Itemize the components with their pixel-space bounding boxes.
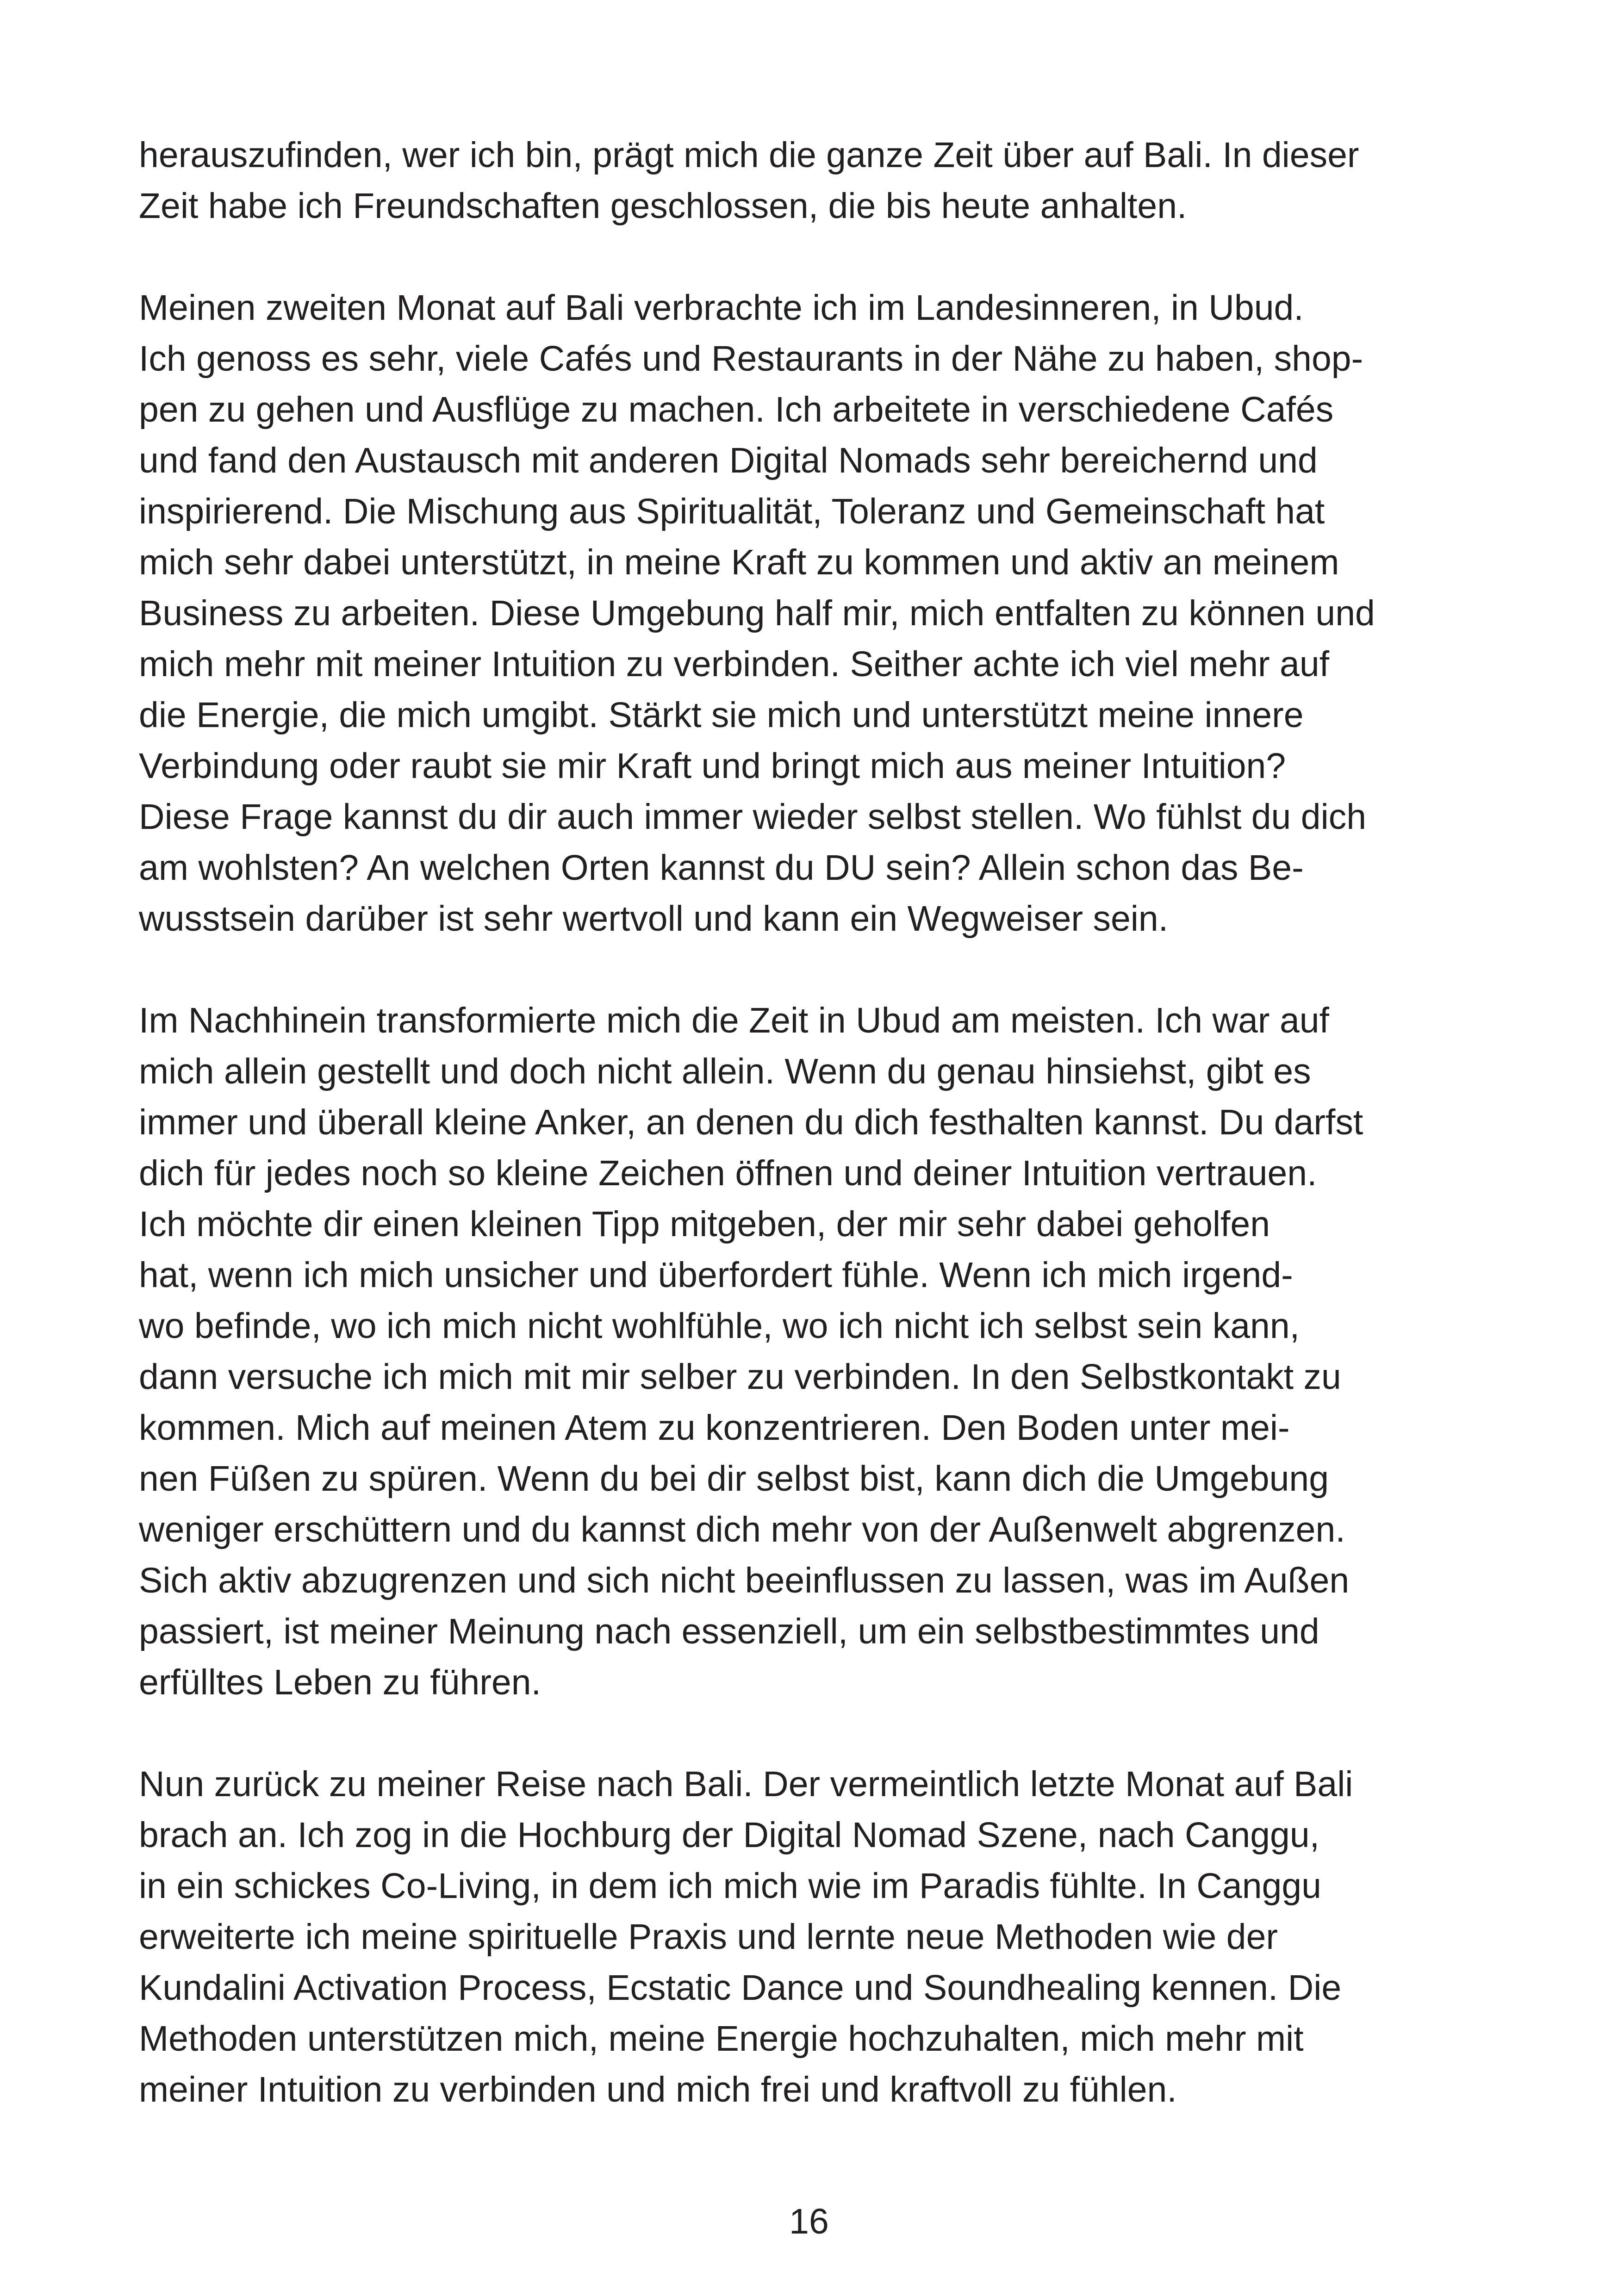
text-line: Im Nachhinein transformierte mich die Zeit in Ubud am meisten. Ich war auf xyxy=(139,1001,1329,1040)
paragraph-3 xyxy=(139,995,1481,1708)
text-line: wusstsein darüber ist sehr wertvoll und kann ein Wegweiser sein. xyxy=(139,899,1169,939)
text-line: brach an. Ich zog in die Hochburg der Digital Nomad Szene, nach Canggu, xyxy=(139,1815,1320,1855)
text-line: Meinen zweiten Monat auf Bali verbrachte ich im Landesinneren, in Ubud. xyxy=(139,288,1304,328)
text-line: Nun zurück zu meiner Reise nach Bali. Der vermeintlich letzte Monat auf Bali xyxy=(139,1764,1353,1804)
text-line: hat, wenn ich mich unsicher und überfordert fühle. Wenn ich mich irgend- xyxy=(139,1255,1293,1295)
text-line: immer und überall kleine Anker, an denen du dich festhalten kannst. Du darfst xyxy=(139,1102,1363,1142)
text-line: kommen. Mich auf meinen Atem zu konzentrieren. Den Boden unter mei- xyxy=(139,1408,1290,1448)
text-line: nen Füßen zu spüren. Wenn du bei dir selbst bist, kann dich die Umgebung xyxy=(139,1459,1329,1499)
paragraph-4 xyxy=(139,1759,1481,2115)
text-line: Sich aktiv abzugrenzen und sich nicht beeinflussen zu lassen, was im Außen xyxy=(139,1561,1350,1600)
text-line: Kundalini Activation Process, Ecstatic Dance und Soundhealing kennen. Die xyxy=(139,1968,1342,2008)
text-line: meiner Intuition zu verbinden und mich frei und kraftvoll zu fühlen. xyxy=(139,2070,1177,2109)
text-line: Ich möchte dir einen kleinen Tipp mitgeben, der mir sehr dabei geholfen xyxy=(139,1204,1270,1244)
text-line: in ein schickes Co-Living, in dem ich mich wie im Paradis fühlte. In Canggu xyxy=(139,1866,1321,1906)
paragraph-1 xyxy=(139,130,1481,231)
text-line: Diese Frage kannst du dir auch immer wieder selbst stellen. Wo fühlst du dich xyxy=(139,797,1367,837)
text-line: pen zu gehen und Ausflüge zu machen. Ich arbeitete in verschiedene Cafés xyxy=(139,390,1334,429)
text-line: wo befinde, wo ich mich nicht wohlfühle, wo ich nicht ich selbst sein kann, xyxy=(139,1306,1300,1346)
text-line: inspirierend. Die Mischung aus Spiritualität, Toleranz und Gemeinschaft hat xyxy=(139,492,1325,531)
text-line: mich mehr mit meiner Intuition zu verbinden. Seither achte ich viel mehr auf xyxy=(139,644,1330,684)
text-line: passiert, ist meiner Meinung nach essenziell, um ein selbstbestimmtes und xyxy=(139,1612,1319,1651)
text-line: Business zu arbeiten. Diese Umgebung half mir, mich entfalten zu können und xyxy=(139,593,1375,633)
text-line: Methoden unterstützen mich, meine Energie hochzuhalten, mich mehr mit xyxy=(139,2019,1304,2059)
text-line: mich sehr dabei unterstützt, in meine Kraft zu kommen und aktiv an meinem xyxy=(139,542,1339,582)
text-line: und fand den Austausch mit anderen Digital Nomads sehr bereichernd und xyxy=(139,441,1318,480)
page-body xyxy=(139,130,1481,2115)
text-line: Verbindung oder raubt sie mir Kraft und bringt mich aus meiner Intuition? xyxy=(139,746,1286,786)
text-line: erweiterte ich meine spirituelle Praxis und lernte neue Methoden wie der xyxy=(139,1917,1278,1957)
text-line: Ich genoss es sehr, viele Cafés und Restaurants in der Nähe zu haben, shop- xyxy=(139,339,1363,379)
text-line: die Energie, die mich umgibt. Stärkt sie mich und unterstützt meine innere xyxy=(139,695,1304,735)
text-line: am wohlsten? An welchen Orten kannst du DU sein? Allein schon das Be- xyxy=(139,848,1304,888)
text-line: weniger erschüttern und du kannst dich mehr von der Außenwelt abgrenzen. xyxy=(139,1510,1345,1549)
text-line: herauszufinden, wer ich bin, prägt mich die ganze Zeit über auf Bali. In dieser xyxy=(139,135,1359,175)
page-number: 16 xyxy=(789,2202,829,2241)
text-line: dich für jedes noch so kleine Zeichen öffnen und deiner Intuition vertrauen. xyxy=(139,1153,1317,1193)
text-line: dann versuche ich mich mit mir selber zu verbinden. In den Selbstkontakt zu xyxy=(139,1357,1341,1397)
text-line: Zeit habe ich Freundschaften geschlossen, die bis heute anhalten. xyxy=(139,186,1187,226)
text-line: mich allein gestellt und doch nicht allein. Wenn du genau hinsiehst, gibt es xyxy=(139,1052,1311,1091)
paragraph-2 xyxy=(139,282,1481,944)
text-line: erfülltes Leben zu führen. xyxy=(139,1662,541,1702)
